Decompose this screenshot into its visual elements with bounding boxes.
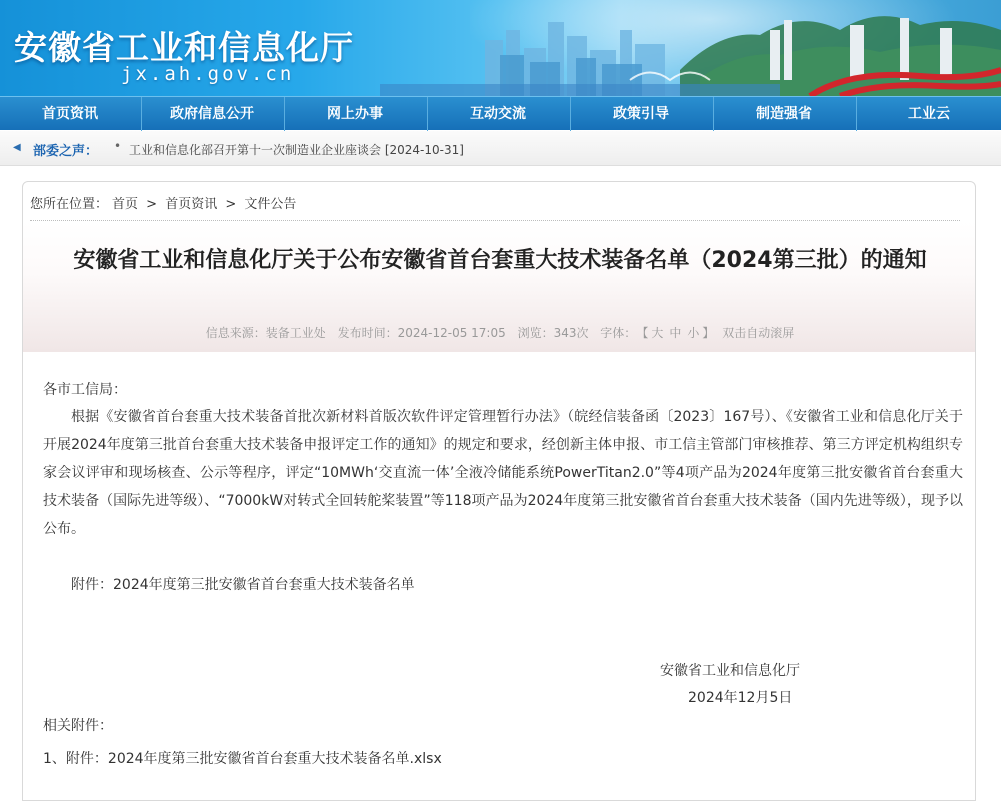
breadcrumb-prefix: 您所在位置：: [30, 197, 109, 212]
meta-source: 信息来源：装备工业处: [205, 326, 326, 340]
nav-item-home-news[interactable]: 首页资讯: [42, 106, 98, 122]
font-size-medium[interactable]: 中: [669, 326, 682, 340]
related-attachments-label: 相关附件：: [43, 718, 113, 734]
site-banner: [0, 0, 1001, 96]
breadcrumb: [30, 193, 300, 212]
related-attachment-link[interactable]: 1、附件：2024年度第三批安徽省首台套重大技术装备名单.xlsx: [43, 751, 442, 767]
signature-org: 安徽省工业和信息化厅: [660, 663, 800, 679]
site-domain: jx.ah.gov.cn: [121, 63, 295, 85]
city-skyline-image: [380, 0, 1001, 96]
article-meta: [40, 324, 960, 341]
nav-item-policy[interactable]: 政策引导: [613, 106, 669, 122]
font-size-label: 字体：: [600, 326, 637, 340]
nav-item-interaction[interactable]: 互动交流: [470, 106, 526, 122]
font-bracket-close: 】: [702, 326, 715, 340]
notice-label: 部委之声：: [33, 144, 99, 159]
auto-scroll-toggle[interactable]: 双击自动滚屏: [722, 326, 795, 340]
font-bracket-open: 【: [642, 326, 649, 340]
attachment-note: 附件：2024年度第三批安徽省首台套重大技术装备名单: [71, 577, 415, 593]
speaker-icon: ◀: [13, 142, 21, 153]
breadcrumb-separator: >: [146, 197, 158, 212]
breadcrumb-separator: >: [225, 197, 237, 212]
nav-item-gov-info[interactable]: 政府信息公开: [170, 106, 254, 122]
notice-link[interactable]: 工业和信息化部召开第十一次制造业企业座谈会 [2024-10-31]: [129, 143, 464, 157]
salutation: 各市工信局：: [43, 382, 127, 398]
meta-published: 发布时间：2024-12-05 17:05: [337, 326, 506, 340]
breadcrumb-home[interactable]: 首页: [112, 197, 139, 212]
nav-item-manufacturing[interactable]: 制造强省: [756, 106, 812, 122]
main-nav: [0, 96, 1001, 130]
signature-date: 2024年12月5日: [688, 690, 793, 706]
breadcrumb-announcements[interactable]: 文件公告: [244, 197, 297, 212]
font-size-large[interactable]: 大: [651, 326, 664, 340]
article-body: 根据《安徽省首台套重大技术装备首批次新材料首版次软件评定管理暂行办法》（皖经信装备函〔2023〕167号）、《安徽省工业和信息化厅关于开展2024年度第三批首台套重大技术装备申报评定工作的通知》的规定和要求，经创新主体申报、市工信主管部门审核推荐、第三方评定机构组织专家会议评审和现场核查、公示等程序，评定“10MWh‘交直流一体’全液冷储能系统PowerTitan2.0”等4项产品为2024年度第三批安徽省首台套重大技术装备（国际先进等级）、“7000kW对转式全回转舵桨装置”等118项产品为2024年度第三批安徽省首台套重大技术装备（国内先进等级），现予以公布。: [43, 409, 963, 537]
font-size-small[interactable]: 小: [687, 326, 700, 340]
bullet-icon: •: [114, 139, 122, 153]
meta-font: [600, 326, 714, 340]
article-title: 安徽省工业和信息化厅关于公布安徽省首台套重大技术装备名单（2024第三批）的通知: [73, 248, 927, 273]
nav-item-industry-cloud[interactable]: 工业云: [908, 106, 950, 122]
meta-views: 浏览：343次: [517, 326, 589, 340]
ministry-notice-bar: [0, 131, 1001, 166]
site-title: 安徽省工业和信息化厅: [14, 28, 354, 67]
nav-item-online-services[interactable]: 网上办事: [327, 106, 383, 122]
breadcrumb-home-news[interactable]: 首页资讯: [165, 197, 218, 212]
